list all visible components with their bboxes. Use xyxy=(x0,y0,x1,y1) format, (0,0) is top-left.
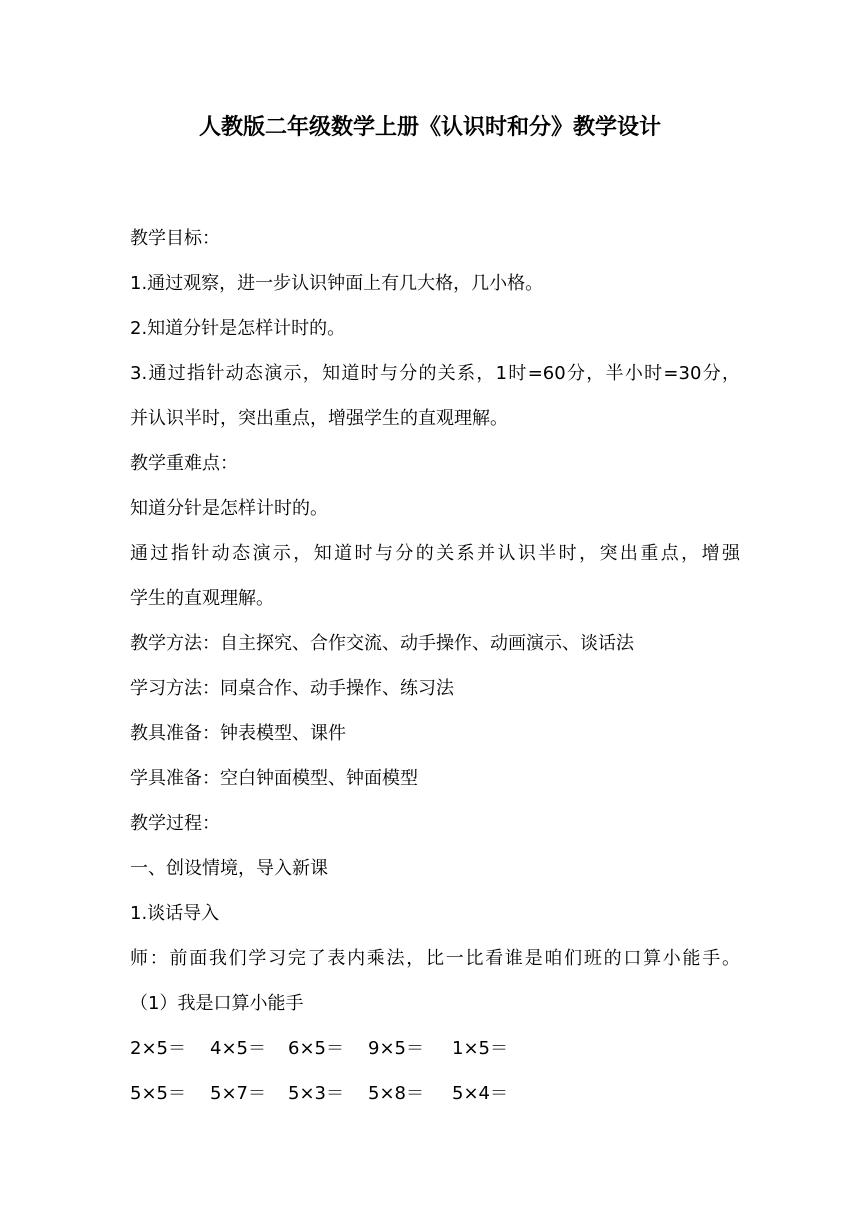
paragraph-step-1-heading: 1.谈话导入 xyxy=(130,903,220,924)
paragraph-key-points-heading: 教学重难点： xyxy=(130,453,238,474)
calc-item: 5×5＝ xyxy=(130,1083,186,1104)
paragraph-teaching-goals-heading: 教学目标： xyxy=(130,228,220,249)
paragraph-teaching-aids: 教具准备：钟表模型、课件 xyxy=(130,723,346,744)
calc-item: 5×3＝ xyxy=(288,1083,344,1104)
paragraph-goal-1: 1.通过观察，进一步认识钟面上有几大格，几小格。 xyxy=(130,273,544,294)
paragraph-teacher-intro: 师：前面我们学习完了表内乘法，比一比看谁是咱们班的口算小能手。 xyxy=(130,948,740,969)
calc-item: 5×4＝ xyxy=(452,1083,508,1104)
paragraph-learning-methods: 学习方法：同桌合作、动手操作、练习法 xyxy=(130,678,454,699)
paragraph-teaching-methods: 教学方法：自主探究、合作交流、动手操作、动画演示、谈话法 xyxy=(130,633,634,654)
calc-item: 6×5＝ xyxy=(288,1038,344,1059)
paragraph-goal-2: 2.知道分针是怎样计时的。 xyxy=(130,318,346,339)
paragraph-teaching-process-heading: 教学过程： xyxy=(130,813,220,834)
paragraph-learning-aids: 学具准备：空白钟面模型、钟面模型 xyxy=(130,768,418,789)
paragraph-goal-3-line-2: 并认识半时，突出重点，增强学生的直观理解。 xyxy=(130,408,508,429)
paragraph-key-point-2-line-1: 通过指针动态演示，知道时与分的关系并认识半时，突出重点，增强 xyxy=(130,543,740,564)
calc-item: 5×8＝ xyxy=(368,1083,424,1104)
document-title: 人教版二年级数学上册《认识时和分》教学设计 xyxy=(198,115,661,140)
document-body xyxy=(130,216,740,1116)
calc-item: 1×5＝ xyxy=(452,1038,508,1059)
paragraph-key-point-2-line-2: 学生的直观理解。 xyxy=(130,588,274,609)
calc-item: 5×7＝ xyxy=(210,1083,266,1104)
paragraph-goal-3-line-1: 3.通过指针动态演示，知道时与分的关系，1时=60分，半小时=30分， xyxy=(130,363,740,384)
paragraph-sub-step-1: （1）我是口算小能手 xyxy=(130,993,304,1014)
calc-item: 9×5＝ xyxy=(368,1038,424,1059)
calc-row xyxy=(130,1026,740,1071)
paragraph-section-1-heading: 一、创设情境，导入新课 xyxy=(130,858,328,879)
calc-item: 2×5＝ xyxy=(130,1038,186,1059)
paragraph-key-point-1: 知道分针是怎样计时的。 xyxy=(130,498,328,519)
calc-item: 4×5＝ xyxy=(210,1038,266,1059)
calc-row xyxy=(130,1071,740,1116)
